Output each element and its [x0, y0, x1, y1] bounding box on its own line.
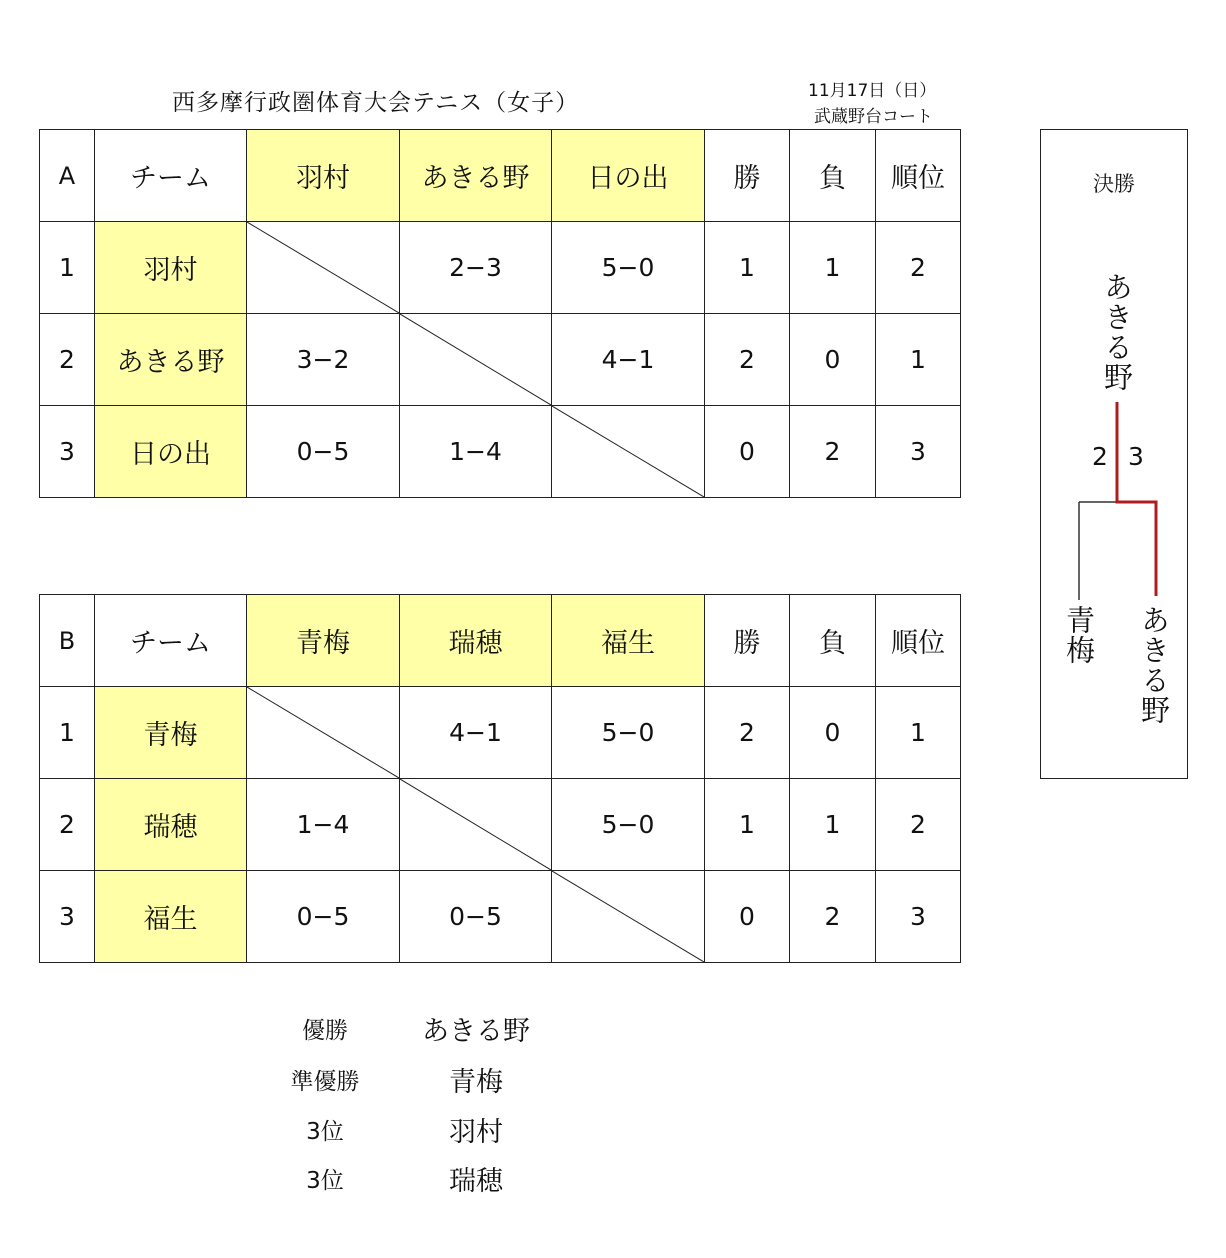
opponent-header: 羽村 [247, 130, 400, 222]
opponent-header: 日の出 [552, 130, 705, 222]
match-score: 5−0 [552, 687, 705, 779]
right-score: 3 [1128, 442, 1144, 471]
left-score: 2 [1092, 442, 1108, 471]
match-score: 4−1 [552, 314, 705, 406]
opponent-header: 瑞穂 [400, 595, 552, 687]
team-name: あきる野 [95, 314, 247, 406]
match-score: 0−5 [247, 871, 400, 963]
wins-column-header: 勝 [705, 130, 790, 222]
rank-value: 3 [876, 871, 961, 963]
diagonal-line [247, 222, 399, 313]
header-row [40, 130, 961, 222]
final-bracket [1040, 129, 1188, 779]
rank-value: 1 [876, 314, 961, 406]
self-match-cell [552, 871, 705, 963]
standing-team: あきる野 [422, 1016, 530, 1047]
group-label: A [40, 130, 95, 222]
diagonal-line [552, 871, 704, 962]
diagonal-line [552, 406, 704, 497]
standing-label: 3位 [306, 1168, 344, 1194]
tournament-title: 西多摩行政圏体育大会テニス（女子） [172, 90, 580, 116]
self-match-cell [400, 779, 552, 871]
match-score: 4−1 [400, 687, 552, 779]
table-row [40, 314, 961, 406]
match-score: 1−4 [400, 406, 552, 498]
standing-team: 瑞穂 [449, 1166, 503, 1197]
losses-count: 2 [790, 871, 876, 963]
row-number: 3 [40, 871, 95, 963]
final-title: 決勝 [1093, 172, 1135, 196]
match-score: 5−0 [552, 222, 705, 314]
match-score: 5−0 [552, 779, 705, 871]
opponent-header: あきる野 [400, 130, 552, 222]
opponent-header: 福生 [552, 595, 705, 687]
standing-label: 優勝 [302, 1018, 348, 1044]
list-item [270, 1012, 570, 1052]
rank-value: 2 [876, 779, 961, 871]
wins-count: 2 [705, 314, 790, 406]
row-number: 1 [40, 687, 95, 779]
losses-column-header: 負 [790, 130, 876, 222]
table-row [40, 871, 961, 963]
event-venue: 武蔵野台コート [814, 107, 933, 127]
rank-column-header: 順位 [876, 130, 961, 222]
final-right-team: あきる野 [1137, 605, 1171, 725]
match-score: 3−2 [247, 314, 400, 406]
match-score: 2−3 [400, 222, 552, 314]
rank-value: 2 [876, 222, 961, 314]
wins-count: 0 [705, 871, 790, 963]
self-match-cell [400, 314, 552, 406]
losses-count: 0 [790, 687, 876, 779]
wins-count: 2 [705, 687, 790, 779]
team-column-header: チーム [95, 595, 247, 687]
match-score: 0−5 [400, 871, 552, 963]
list-item [270, 1113, 570, 1153]
standing-label: 3位 [306, 1119, 344, 1145]
header-row [40, 595, 961, 687]
opponent-header: 青梅 [247, 595, 400, 687]
team-name: 青梅 [95, 687, 247, 779]
wins-count: 0 [705, 406, 790, 498]
event-date: 11月17日（日） [808, 81, 937, 101]
table-row [40, 687, 961, 779]
wins-column-header: 勝 [705, 595, 790, 687]
rank-value: 3 [876, 406, 961, 498]
standing-label: 準優勝 [290, 1069, 360, 1095]
team-name: 福生 [95, 871, 247, 963]
table-row [40, 222, 961, 314]
final-left-team: 青梅 [1062, 605, 1096, 665]
diagonal-line [400, 314, 551, 405]
final-winner-name: あきる野 [1100, 272, 1134, 392]
group-label: B [40, 595, 95, 687]
group-b-table [39, 594, 961, 963]
match-score: 0−5 [247, 406, 400, 498]
rank-column-header: 順位 [876, 595, 961, 687]
self-match-cell [247, 222, 400, 314]
diagonal-line [247, 687, 399, 778]
team-name: 羽村 [95, 222, 247, 314]
list-item [270, 1063, 570, 1103]
table-row [40, 779, 961, 871]
team-name: 瑞穂 [95, 779, 247, 871]
losses-column-header: 負 [790, 595, 876, 687]
table-row [40, 406, 961, 498]
row-number: 2 [40, 779, 95, 871]
losses-count: 1 [790, 222, 876, 314]
self-match-cell [552, 406, 705, 498]
list-item [270, 1162, 570, 1202]
match-score: 1−4 [247, 779, 400, 871]
rank-value: 1 [876, 687, 961, 779]
row-number: 2 [40, 314, 95, 406]
standing-team: 羽村 [449, 1117, 503, 1148]
row-number: 3 [40, 406, 95, 498]
losses-count: 2 [790, 406, 876, 498]
self-match-cell [247, 687, 400, 779]
group-a-table [39, 129, 961, 498]
wins-count: 1 [705, 779, 790, 871]
wins-count: 1 [705, 222, 790, 314]
losses-count: 0 [790, 314, 876, 406]
winner-bracket-line [1117, 402, 1156, 596]
losses-count: 1 [790, 779, 876, 871]
standing-team: 青梅 [449, 1067, 503, 1098]
row-number: 1 [40, 222, 95, 314]
team-name: 日の出 [95, 406, 247, 498]
diagonal-line [400, 779, 551, 870]
team-column-header: チーム [95, 130, 247, 222]
